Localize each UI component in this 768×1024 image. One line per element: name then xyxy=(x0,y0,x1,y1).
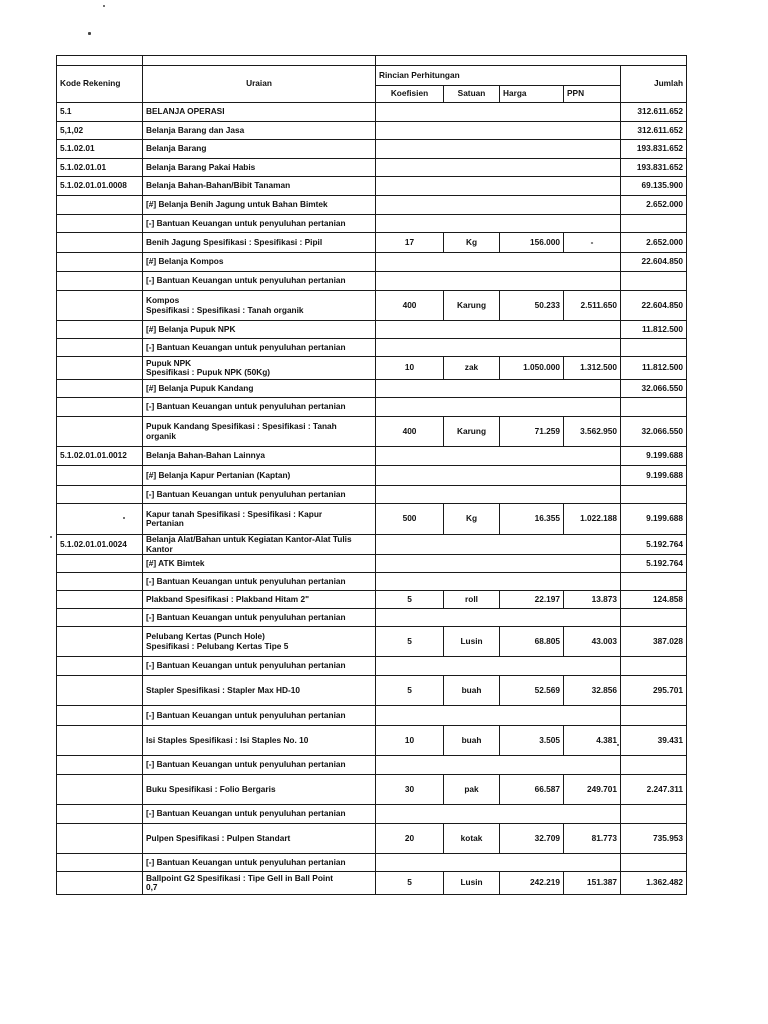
jumlah-cell: 32.066.550 xyxy=(621,417,687,447)
uraian-cell xyxy=(143,291,376,321)
jumlah-cell xyxy=(621,657,687,676)
harga-cell: 32.709 xyxy=(500,824,564,854)
header-rincian-perhitungan: Rincian Perhitungan xyxy=(376,66,621,86)
harga-cell: 22.197 xyxy=(500,591,564,609)
rincian-blank-cell xyxy=(376,535,621,555)
rincian-blank-cell xyxy=(376,122,621,140)
uraian-cell xyxy=(143,357,376,380)
uraian-text-line-2: Kantor xyxy=(146,543,173,554)
uraian-cell xyxy=(143,657,376,676)
uraian-cell xyxy=(143,805,376,824)
uraian-text: BELANJA OPERASI xyxy=(146,106,225,117)
table-row xyxy=(57,676,687,706)
table-row xyxy=(57,291,687,321)
jumlah-cell xyxy=(621,339,687,357)
uraian-text: [-] Bantuan Keuangan untuk penyuluhan pertanian xyxy=(146,808,346,819)
rincian-blank-cell xyxy=(376,756,621,775)
table-row xyxy=(57,380,687,398)
kode-rekening-cell xyxy=(57,706,143,726)
jumlah-cell: 39.431 xyxy=(621,726,687,756)
uraian-text: [#] ATK Bimtek xyxy=(146,557,205,568)
jumlah-cell: 69.135.900 xyxy=(621,177,687,196)
kode-rekening-cell xyxy=(57,726,143,756)
koefisien-cell: 10 xyxy=(376,726,444,756)
header-harga: Harga xyxy=(500,86,564,103)
koefisien-cell: 5 xyxy=(376,591,444,609)
kode-rekening-cell: 5.1.02.01.01 xyxy=(57,159,143,177)
koefisien-cell: 5 xyxy=(376,872,444,895)
table-row xyxy=(57,872,687,895)
jumlah-cell: 32.066.550 xyxy=(621,380,687,398)
rincian-blank-cell xyxy=(376,339,621,357)
uraian-text: [-] Bantuan Keuangan untuk penyuluhan pertanian xyxy=(146,660,346,671)
table-row xyxy=(57,103,687,122)
jumlah-cell: 312.611.652 xyxy=(621,103,687,122)
uraian-text: [-] Bantuan Keuangan untuk penyuluhan pertanian xyxy=(146,856,346,867)
uraian-text: [-] Bantuan Keuangan untuk penyuluhan pertanian xyxy=(146,217,346,228)
rincian-blank-cell xyxy=(376,380,621,398)
satuan-cell: pak xyxy=(444,775,500,805)
harga-cell: 242.219 xyxy=(500,872,564,895)
koefisien-cell: 500 xyxy=(376,504,444,535)
koefisien-cell: 5 xyxy=(376,676,444,706)
uraian-cell xyxy=(143,775,376,805)
satuan-cell: Karung xyxy=(444,417,500,447)
uraian-text: Ballpoint G2 Spesifikasi : Tipe Gell in Ball Point xyxy=(146,872,334,883)
uraian-cell xyxy=(143,627,376,657)
uraian-text: [-] Bantuan Keuangan untuk penyuluhan pertanian xyxy=(146,759,346,770)
uraian-cell xyxy=(143,380,376,398)
jumlah-cell: 735.953 xyxy=(621,824,687,854)
jumlah-cell xyxy=(621,609,687,627)
table-row xyxy=(57,447,687,466)
header-kode-rekening: Kode Rekening xyxy=(57,66,143,103)
uraian-text: Kompos xyxy=(146,295,180,306)
uraian-cell xyxy=(143,253,376,272)
scan-speck xyxy=(103,5,105,7)
uraian-cell xyxy=(143,196,376,215)
uraian-text: [#] Belanja Pupuk Kandang xyxy=(146,382,254,393)
ppn-cell: 43.003 xyxy=(564,627,621,657)
table-row xyxy=(57,706,687,726)
table-row xyxy=(57,122,687,140)
scan-speck xyxy=(50,536,52,538)
uraian-text: Pelubang Kertas (Punch Hole) xyxy=(146,631,265,642)
table-row xyxy=(57,824,687,854)
kode-rekening-cell xyxy=(57,555,143,573)
jumlah-cell xyxy=(621,215,687,233)
uraian-cell xyxy=(143,466,376,486)
jumlah-cell: 312.611.652 xyxy=(621,122,687,140)
uraian-text: Belanja Barang xyxy=(146,143,207,154)
jumlah-cell xyxy=(621,272,687,291)
satuan-cell: buah xyxy=(444,676,500,706)
koefisien-cell: 10 xyxy=(376,357,444,380)
rincian-blank-cell xyxy=(376,321,621,339)
table-row xyxy=(57,805,687,824)
table-row xyxy=(57,398,687,417)
table-row xyxy=(57,775,687,805)
blank-cell xyxy=(376,56,687,66)
jumlah-cell xyxy=(621,756,687,775)
kode-rekening-cell: 5.1.02.01.01.0012 xyxy=(57,447,143,466)
uraian-text: Stapler Spesifikasi : Stapler Max HD-10 xyxy=(146,684,301,695)
rincian-blank-cell xyxy=(376,447,621,466)
table-row xyxy=(57,159,687,177)
uraian-text: [#] Belanja Kompos xyxy=(146,256,224,267)
uraian-cell xyxy=(143,447,376,466)
uraian-text-line-2: Spesifikasi : Spesifikasi : Tanah organik xyxy=(146,304,304,315)
uraian-text: [-] Bantuan Keuangan untuk penyuluhan pertanian xyxy=(146,341,346,352)
uraian-text: Belanja Bahan-Bahan/Bibit Tanaman xyxy=(146,180,291,191)
uraian-text: [-] Bantuan Keuangan untuk penyuluhan pertanian xyxy=(146,275,346,286)
kode-rekening-cell xyxy=(57,272,143,291)
jumlah-cell: 5.192.764 xyxy=(621,535,687,555)
uraian-text-line-2: organik xyxy=(146,430,176,441)
table-row xyxy=(57,321,687,339)
satuan-cell: roll xyxy=(444,591,500,609)
uraian-cell xyxy=(143,339,376,357)
uraian-text: Pulpen Spesifikasi : Pulpen Standart xyxy=(146,832,291,843)
table-row xyxy=(57,486,687,504)
uraian-cell xyxy=(143,872,376,895)
koefisien-cell: 400 xyxy=(376,417,444,447)
jumlah-cell: 5.192.764 xyxy=(621,555,687,573)
header-ppn: PPN xyxy=(564,86,621,103)
kode-rekening-cell xyxy=(57,215,143,233)
table-row xyxy=(57,196,687,215)
jumlah-cell: 1.362.482 xyxy=(621,872,687,895)
koefisien-cell: 20 xyxy=(376,824,444,854)
ppn-cell: 1.022.188 xyxy=(564,504,621,535)
table-row xyxy=(57,657,687,676)
harga-cell: 52.569 xyxy=(500,676,564,706)
kode-rekening-cell xyxy=(57,504,143,535)
table-row xyxy=(57,253,687,272)
uraian-cell xyxy=(143,756,376,775)
harga-cell: 71.259 xyxy=(500,417,564,447)
uraian-text: Buku Spesifikasi : Folio Bergaris xyxy=(146,783,276,794)
rincian-blank-cell xyxy=(376,486,621,504)
satuan-cell: Kg xyxy=(444,233,500,253)
table-row xyxy=(57,726,687,756)
ppn-cell: 81.773 xyxy=(564,824,621,854)
jumlah-cell: 9.199.688 xyxy=(621,466,687,486)
kode-rekening-cell: 5.1.02.01.01.0008 xyxy=(57,177,143,196)
rincian-blank-cell xyxy=(376,805,621,824)
jumlah-cell: 193.831.652 xyxy=(621,159,687,177)
uraian-cell xyxy=(143,726,376,756)
table-row xyxy=(57,609,687,627)
table-row xyxy=(57,504,687,535)
kode-rekening-cell xyxy=(57,357,143,380)
uraian-text: Plakband Spesifikasi : Plakband Hitam 2" xyxy=(146,593,310,604)
uraian-text: Belanja Barang dan Jasa xyxy=(146,124,245,135)
kode-rekening-cell: 5.1.02.01.01.0024 xyxy=(57,535,143,555)
uraian-text: [#] Belanja Pupuk NPK xyxy=(146,323,236,334)
uraian-cell xyxy=(143,417,376,447)
uraian-cell xyxy=(143,609,376,627)
uraian-cell xyxy=(143,706,376,726)
uraian-text-line-2: Pertanian xyxy=(146,518,184,528)
rincian-blank-cell xyxy=(376,159,621,177)
ppn-cell: 13.873 xyxy=(564,591,621,609)
uraian-text: [-] Bantuan Keuangan untuk penyuluhan pertanian xyxy=(146,611,346,622)
rincian-blank-cell xyxy=(376,103,621,122)
ppn-cell: - xyxy=(564,233,621,253)
table-row xyxy=(57,854,687,872)
uraian-text: [#] Belanja Kapur Pertanian (Kaptan) xyxy=(146,469,291,480)
table-row xyxy=(57,215,687,233)
uraian-text: Pupuk Kandang Spesifikasi : Spesifikasi : Tanah xyxy=(146,421,337,432)
satuan-cell: Lusin xyxy=(444,872,500,895)
rincian-blank-cell xyxy=(376,196,621,215)
rincian-blank-cell xyxy=(376,555,621,573)
kode-rekening-cell xyxy=(57,854,143,872)
kode-rekening-cell xyxy=(57,872,143,895)
rincian-blank-cell xyxy=(376,854,621,872)
uraian-text: Benih Jagung Spesifikasi : Spesifikasi : Pipil xyxy=(146,236,323,247)
uraian-cell xyxy=(143,555,376,573)
satuan-cell: zak xyxy=(444,357,500,380)
rincian-blank-cell xyxy=(376,253,621,272)
ppn-cell: 2.511.650 xyxy=(564,291,621,321)
harga-cell: 66.587 xyxy=(500,775,564,805)
header-uraian: Uraian xyxy=(143,66,376,103)
table-row xyxy=(57,535,687,555)
rincian-blank-cell xyxy=(376,573,621,591)
uraian-text: Belanja Alat/Bahan untuk Kegiatan Kantor-Alat Tulis xyxy=(146,534,352,545)
koefisien-cell: 5 xyxy=(376,627,444,657)
kode-rekening-cell: 5.1 xyxy=(57,103,143,122)
uraian-cell xyxy=(143,504,376,535)
rincian-blank-cell xyxy=(376,140,621,159)
kode-rekening-cell xyxy=(57,417,143,447)
uraian-text: [#] Belanja Benih Jagung untuk Bahan Bimtek xyxy=(146,199,328,210)
table-row xyxy=(57,417,687,447)
koefisien-cell: 400 xyxy=(376,291,444,321)
jumlah-cell xyxy=(621,854,687,872)
uraian-cell xyxy=(143,486,376,504)
kode-rekening-cell xyxy=(57,573,143,591)
uraian-text-line-2: 0,7 xyxy=(146,882,158,892)
kode-rekening-cell xyxy=(57,380,143,398)
uraian-cell xyxy=(143,140,376,159)
harga-cell: 50.233 xyxy=(500,291,564,321)
table-row xyxy=(57,272,687,291)
table-row xyxy=(57,177,687,196)
jumlah-cell: 11.812.500 xyxy=(621,357,687,380)
jumlah-cell: 22.604.850 xyxy=(621,291,687,321)
uraian-text: [-] Bantuan Keuangan untuk penyuluhan pertanian xyxy=(146,401,346,412)
table-row xyxy=(57,357,687,380)
kode-rekening-cell xyxy=(57,591,143,609)
kode-rekening-cell xyxy=(57,466,143,486)
koefisien-cell: 30 xyxy=(376,775,444,805)
kode-rekening-cell xyxy=(57,196,143,215)
jumlah-cell: 2.652.000 xyxy=(621,233,687,253)
table-row xyxy=(57,573,687,591)
budget-table xyxy=(56,55,687,895)
uraian-text: Belanja Barang Pakai Habis xyxy=(146,161,256,172)
table-row xyxy=(57,466,687,486)
kode-rekening-cell: 5.1.02.01 xyxy=(57,140,143,159)
ppn-cell: 151.387 xyxy=(564,872,621,895)
koefisien-cell: 17 xyxy=(376,233,444,253)
kode-rekening-cell xyxy=(57,253,143,272)
jumlah-cell: 9.199.688 xyxy=(621,447,687,466)
uraian-cell xyxy=(143,535,376,555)
uraian-text: Isi Staples Spesifikasi : Isi Staples No. 10 xyxy=(146,734,309,745)
uraian-cell xyxy=(143,103,376,122)
harga-cell: 1.050.000 xyxy=(500,357,564,380)
kode-rekening-cell xyxy=(57,321,143,339)
uraian-text: [-] Bantuan Keuangan untuk penyuluhan pertanian xyxy=(146,709,346,720)
kode-rekening-cell: 5,1,02 xyxy=(57,122,143,140)
satuan-cell: Kg xyxy=(444,504,500,535)
table-row xyxy=(57,233,687,253)
ppn-cell: 32.856 xyxy=(564,676,621,706)
kode-rekening-cell xyxy=(57,676,143,706)
table-row xyxy=(57,756,687,775)
rincian-blank-cell xyxy=(376,609,621,627)
uraian-cell xyxy=(143,824,376,854)
uraian-cell xyxy=(143,398,376,417)
kode-rekening-cell xyxy=(57,398,143,417)
ppn-cell: 4.381 xyxy=(564,726,621,756)
kode-rekening-cell xyxy=(57,756,143,775)
kode-rekening-cell xyxy=(57,291,143,321)
uraian-cell xyxy=(143,573,376,591)
jumlah-cell: 124.858 xyxy=(621,591,687,609)
uraian-cell xyxy=(143,854,376,872)
satuan-cell: kotak xyxy=(444,824,500,854)
jumlah-cell xyxy=(621,486,687,504)
kode-rekening-cell xyxy=(57,609,143,627)
uraian-cell xyxy=(143,676,376,706)
table-row xyxy=(57,627,687,657)
uraian-cell xyxy=(143,272,376,291)
blank-cell xyxy=(57,56,143,66)
jumlah-cell xyxy=(621,398,687,417)
jumlah-cell: 295.701 xyxy=(621,676,687,706)
ppn-cell: 3.562.950 xyxy=(564,417,621,447)
jumlah-cell: 22.604.850 xyxy=(621,253,687,272)
table-top-blank-row xyxy=(57,56,687,66)
uraian-cell xyxy=(143,159,376,177)
kode-rekening-cell xyxy=(57,824,143,854)
table-row xyxy=(57,339,687,357)
rincian-blank-cell xyxy=(376,215,621,233)
table-row xyxy=(57,591,687,609)
kode-rekening-cell xyxy=(57,486,143,504)
uraian-cell xyxy=(143,215,376,233)
kode-rekening-cell xyxy=(57,627,143,657)
jumlah-cell xyxy=(621,573,687,591)
uraian-text: Kapur tanah Spesifikasi : Spesifikasi : Kapur xyxy=(146,508,323,519)
harga-cell: 68.805 xyxy=(500,627,564,657)
kode-rekening-cell xyxy=(57,775,143,805)
harga-cell: 156.000 xyxy=(500,233,564,253)
satuan-cell: Karung xyxy=(444,291,500,321)
jumlah-cell: 2.247.311 xyxy=(621,775,687,805)
rincian-blank-cell xyxy=(376,398,621,417)
uraian-cell xyxy=(143,177,376,196)
header-row xyxy=(57,66,687,86)
harga-cell: 16.355 xyxy=(500,504,564,535)
uraian-text: [-] Bantuan Keuangan untuk penyuluhan pertanian xyxy=(146,488,346,499)
blank-cell xyxy=(143,56,376,66)
rincian-blank-cell xyxy=(376,177,621,196)
rincian-blank-cell xyxy=(376,657,621,676)
header-koefisien: Koefisien xyxy=(376,86,444,103)
satuan-cell: buah xyxy=(444,726,500,756)
jumlah-cell xyxy=(621,805,687,824)
uraian-cell xyxy=(143,233,376,253)
jumlah-cell: 387.028 xyxy=(621,627,687,657)
jumlah-cell: 193.831.652 xyxy=(621,140,687,159)
header-satuan: Satuan xyxy=(444,86,500,103)
table-row xyxy=(57,140,687,159)
jumlah-cell: 11.812.500 xyxy=(621,321,687,339)
uraian-cell xyxy=(143,122,376,140)
scan-speck xyxy=(88,32,91,35)
kode-rekening-cell xyxy=(57,233,143,253)
uraian-text: [-] Bantuan Keuangan untuk penyuluhan pertanian xyxy=(146,575,346,586)
jumlah-cell xyxy=(621,706,687,726)
jumlah-cell: 2.652.000 xyxy=(621,196,687,215)
jumlah-cell: 9.199.688 xyxy=(621,504,687,535)
kode-rekening-cell xyxy=(57,339,143,357)
ppn-cell: 1.312.500 xyxy=(564,357,621,380)
satuan-cell: Lusin xyxy=(444,627,500,657)
kode-rekening-cell xyxy=(57,805,143,824)
ppn-cell: 249.701 xyxy=(564,775,621,805)
uraian-text-line-2: Spesifikasi : Pupuk NPK (50Kg) xyxy=(146,367,271,377)
rincian-blank-cell xyxy=(376,466,621,486)
uraian-text: Belanja Bahan-Bahan Lainnya xyxy=(146,450,265,461)
header-jumlah: Jumlah xyxy=(621,66,687,103)
uraian-cell xyxy=(143,321,376,339)
rincian-blank-cell xyxy=(376,706,621,726)
uraian-cell xyxy=(143,591,376,609)
table-row xyxy=(57,555,687,573)
uraian-text-line-2: Spesifikasi : Pelubang Kertas Tipe 5 xyxy=(146,640,289,651)
uraian-text: Pupuk NPK xyxy=(146,357,192,368)
harga-cell: 3.505 xyxy=(500,726,564,756)
kode-rekening-cell xyxy=(57,657,143,676)
rincian-blank-cell xyxy=(376,272,621,291)
